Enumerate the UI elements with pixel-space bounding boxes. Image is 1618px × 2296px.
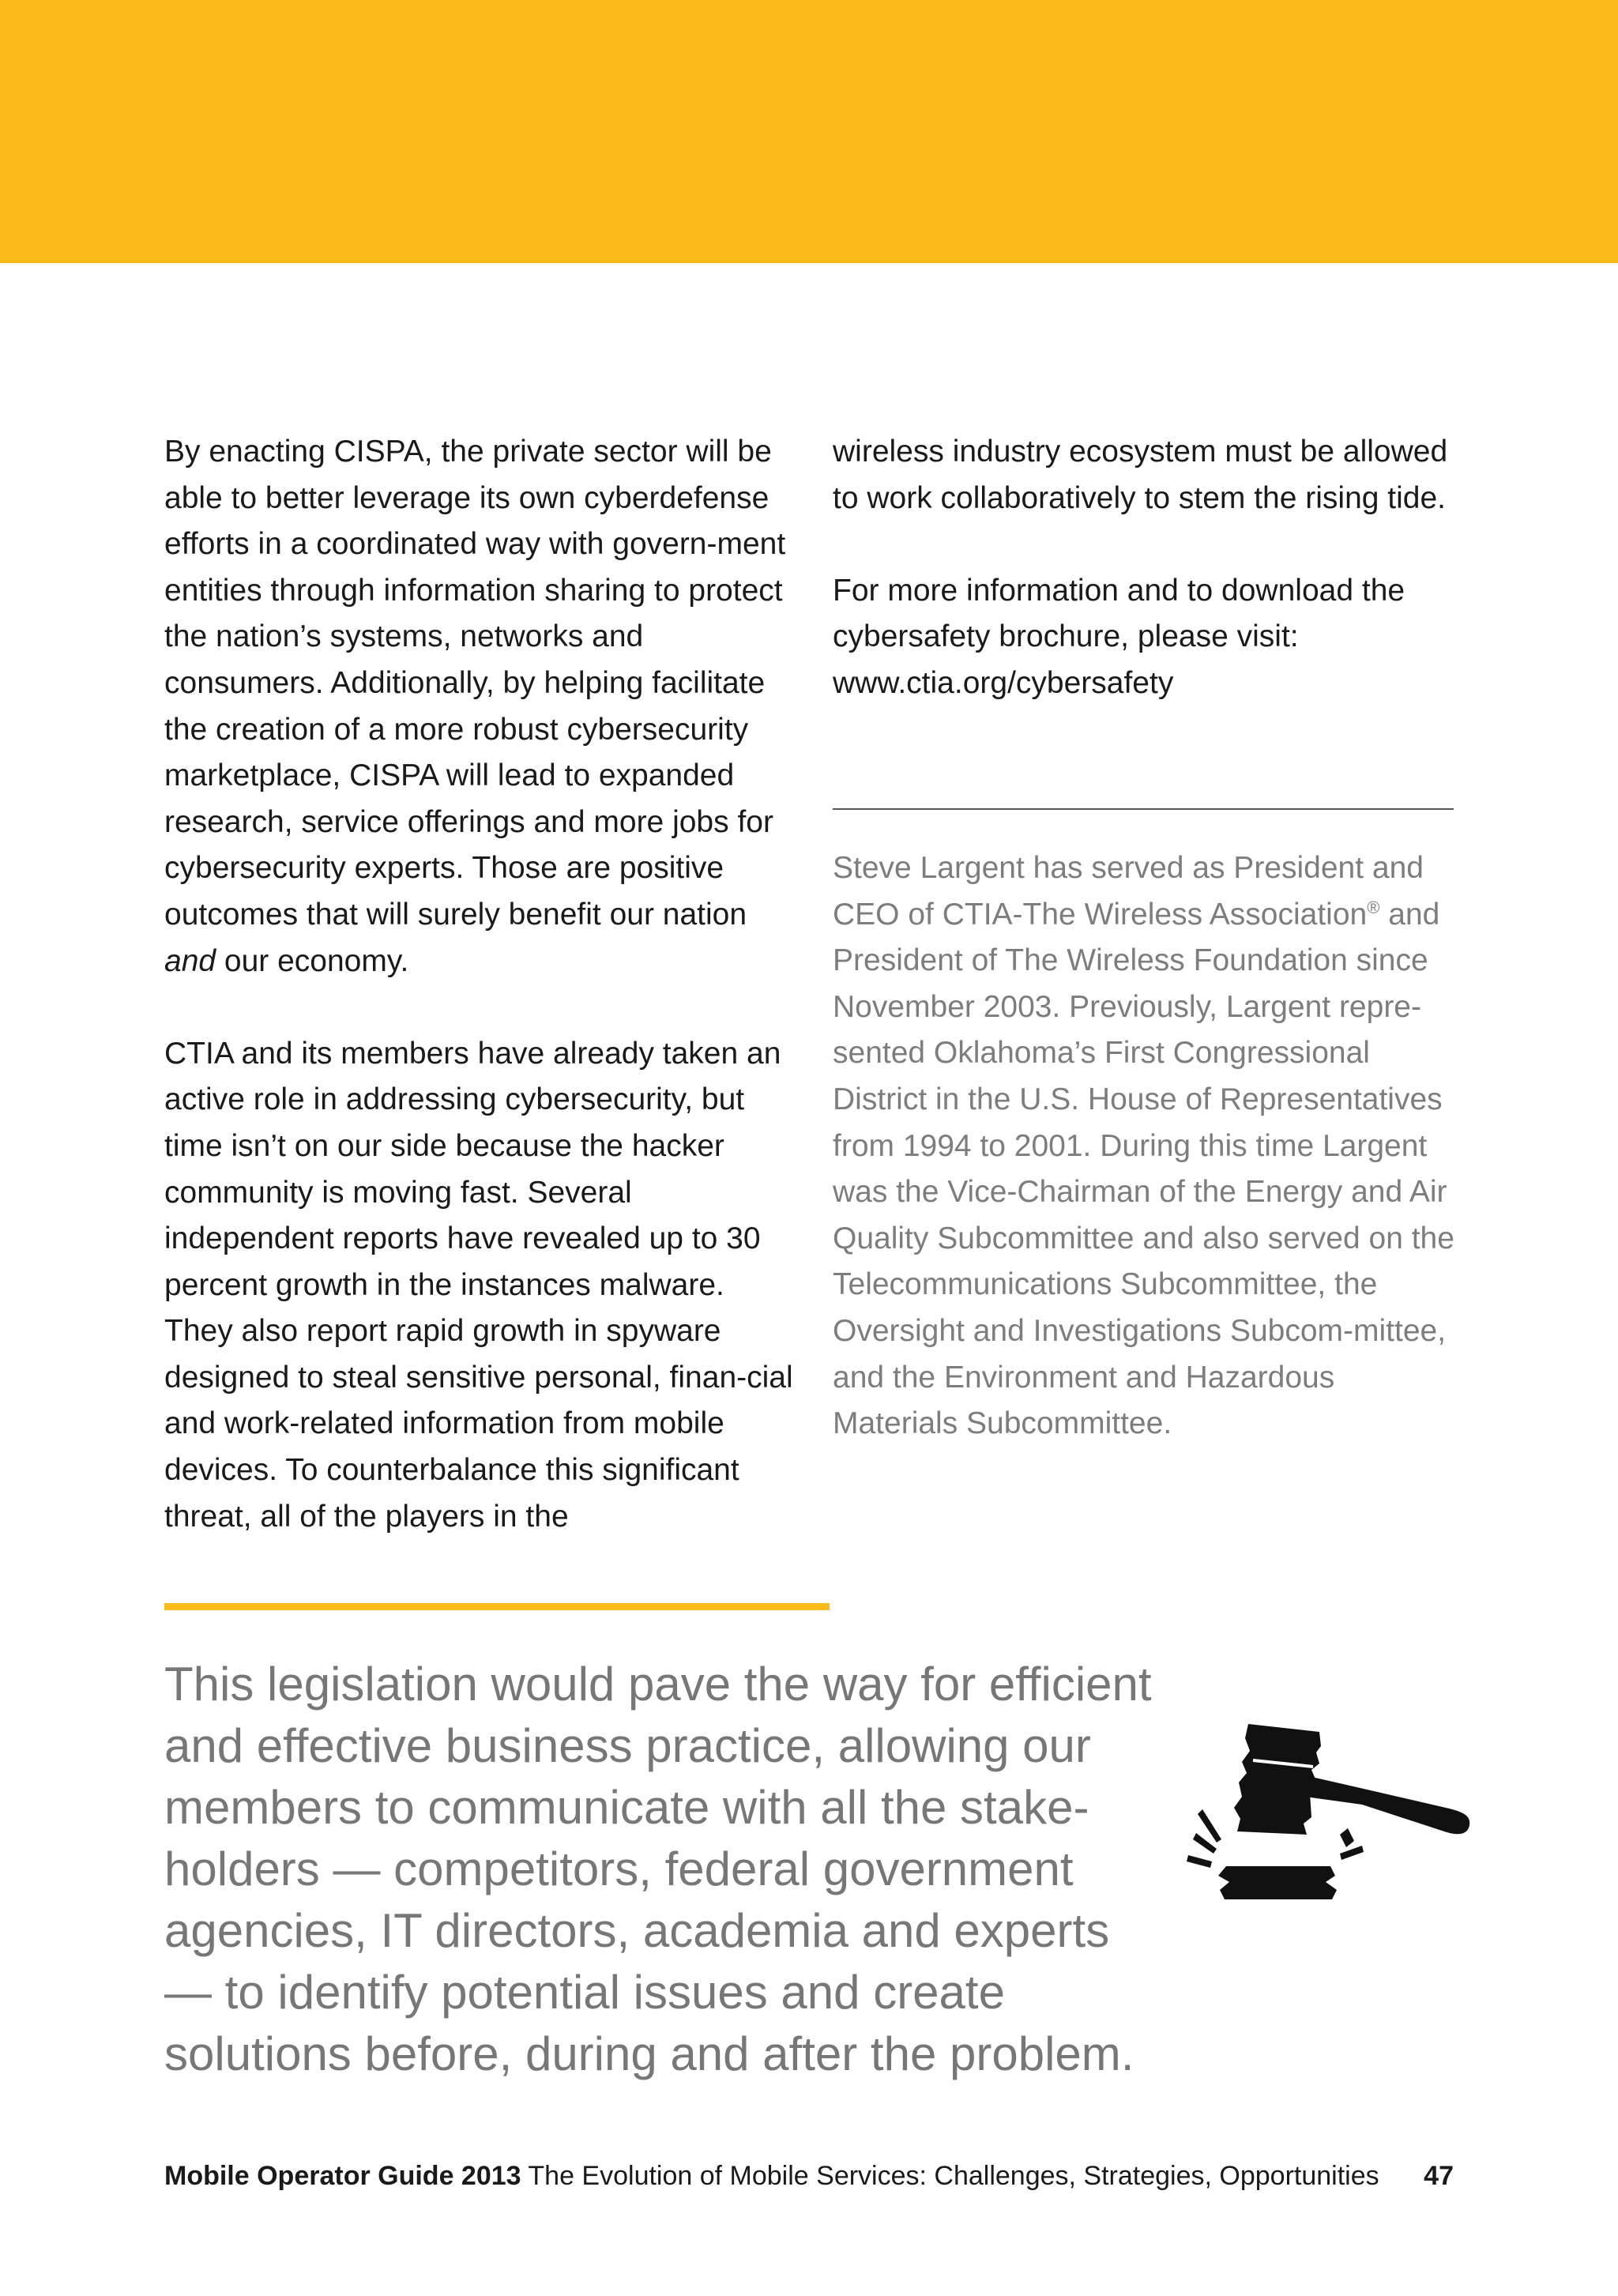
- pull-quote-rule: [164, 1603, 830, 1610]
- left-text-column: [164, 429, 796, 1540]
- author-bio: [833, 845, 1465, 1447]
- author-bio-text: Steve Largent has served as President and CEO of CTIA-The Wireless Association: [833, 851, 1424, 932]
- page-number: 47: [1424, 2161, 1454, 2191]
- left-paragraph-2: CTIA and its members have already taken an active role in addressing cybersecurity, but time isn’t on our side because the hacker community is moving fast. Several independent reports have revealed up to 30 percent growth in the instances malware. They also report rapid growth in spyware designed to steal sensitive personal, finan-cial and work-related information from mobile devices. To counterbalance this significant threat, all of the players in the: [164, 1036, 793, 1534]
- left-paragraph-1-emphasis: and: [164, 943, 216, 978]
- gavel-icon: [1185, 1714, 1477, 1920]
- pull-quote: This legislation would pave the way for efficient and effective business practice, allowing our members to communicate with all the stake-holders — competitors, federal government agencies, IT directors, academia and experts — to identify potential issues and create solutions before, during and after the problem.: [164, 1658, 1152, 2080]
- left-paragraph-1-end: our economy.: [216, 943, 409, 978]
- footer-publication: Mobile Operator Guide 2013: [164, 2161, 521, 2191]
- registered-mark: ®: [1367, 897, 1380, 917]
- bio-divider: [833, 808, 1454, 810]
- header-color-band: [0, 0, 1618, 263]
- right-paragraph-2: For more information and to download the cybersafety brochure, please visit: www.ctia.org/cybersafety: [833, 573, 1405, 700]
- right-text-column: [833, 429, 1465, 707]
- page-footer: [164, 2159, 1454, 2193]
- right-paragraph-1: wireless industry ecosystem must be allowed to work collaboratively to stem the rising tide.: [833, 435, 1448, 515]
- left-paragraph-1-text: By enacting CISPA, the private sector will be able to better leverage its own cyberdefense efforts in a coordinated way with govern-ment entities through information sharing to protect the nation’s systems, networks and consumers. Additionally, by helping facilitate the creation of a more robust cybersecurity marketplace, CISPA will lead to expanded research, service offerings and more jobs for cybersecurity experts. Those are positive outcomes that will surely benefit our nation: [164, 435, 786, 932]
- footer-subtitle: The Evolution of Mobile Services: Challenges, Strategies, Opportunities: [521, 2161, 1379, 2191]
- left-paragraph-1: [164, 429, 796, 984]
- author-bio-text-end: and President of The Wireless Foundation since November 2003. Previously, Largent repre-sented Oklahoma’s First Congressional District in the U.S. House of Representatives from 1994 to 2001. During this time Largent was the Vice-Chairman of the Energy and Air Quality Subcommittee and also served on the Telecommunications Subcommittee, the Oversight and Investigations Subcom-mittee, and the Environment and Hazardous Materials Subcommittee.: [833, 897, 1454, 1441]
